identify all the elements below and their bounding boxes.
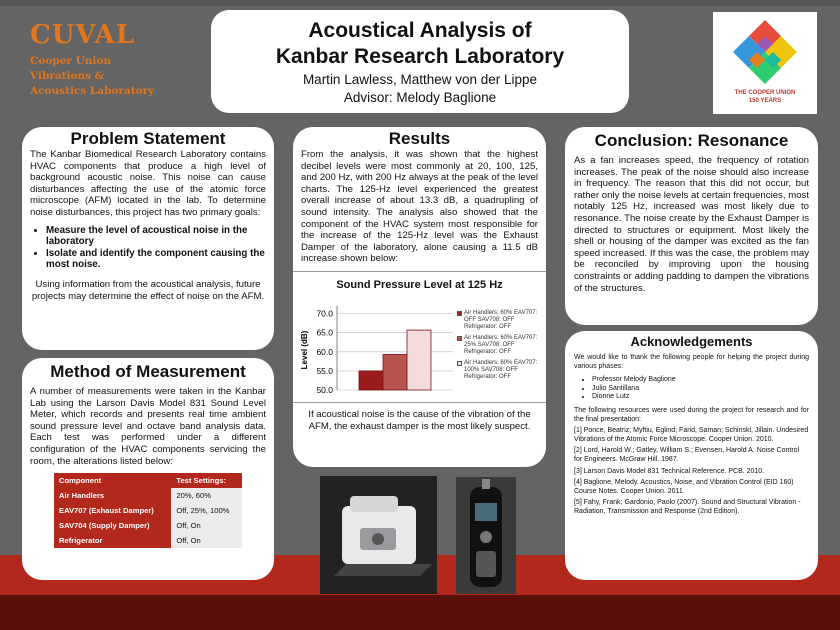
table-row: EAV707 (Exhaust Damper) Off, 25%, 100% <box>54 503 242 518</box>
chart-legend <box>457 310 545 385</box>
legend-label: Air Handlers: 60% EAV707: OFF SAV708: OFF Refrigerator: OFF <box>464 309 538 330</box>
afm-photo <box>320 476 437 594</box>
settings-table <box>54 473 242 548</box>
chart-plot <box>293 272 458 404</box>
problem-body: The Kanbar Biomedical Research Laboratory contains HVAC components that produce a high level of background acoustic noise. This noise can cause disturbances affecting the use of the atomic force microscope (AFM) located in the lab. To determine noise disturbances, this project has two primary goals: <box>30 149 266 218</box>
logo-text-2: 150 YEARS <box>748 98 782 104</box>
logo-text-1: THE COOPER UNION <box>734 90 796 96</box>
cooper-union-diamond-icon <box>731 18 799 86</box>
cooper-union-logo <box>713 12 817 114</box>
legend-item <box>457 310 545 331</box>
list-item: • Professor Melody Baglione <box>592 376 809 385</box>
results-footer: If acoustical noise is the cause of the vibration of the AFM, the exhaust damper is the most likely suspect. <box>308 408 531 432</box>
table-header-component: Component <box>54 473 171 488</box>
ack-intro: We would like to thank the following people for helping the project during various phases: <box>574 354 809 370</box>
goals-list <box>46 225 266 271</box>
y-tick-label: 65.0 <box>316 327 333 338</box>
chart-title: Sound Pressure Level at 125 Hz <box>336 278 503 291</box>
legend-swatch <box>457 311 462 316</box>
legend-item <box>457 335 545 356</box>
results-panel <box>293 127 546 467</box>
conclusion-heading: Conclusion: Resonance <box>594 131 789 150</box>
results-heading: Results <box>388 129 451 148</box>
y-tick-label: 70.0 <box>316 308 333 319</box>
legend-label: Air Handlers: 60% EAV707: 25% SAV708: OFF Refrigerator: OFF <box>464 334 538 355</box>
title-line-1: Acoustical Analysis of <box>308 19 532 42</box>
bar <box>359 371 383 390</box>
method-body: A number of measurements were taken in the Kanbar Lab using the Larson Davis Model 831 Sound Level Meter, which records and presents real time ambient sound pressure level and octave band analysis data. Each test was performed under a different configuration of the HVAC components servicing the room, the alterations listed below: <box>30 386 266 467</box>
table-row: SAV704 (Supply Damper) Off, On <box>54 518 242 533</box>
goal-item: • Measure the level of acoustical noise in the laboratory <box>46 225 266 248</box>
table-row: Air Handlers 20%, 60% <box>54 488 242 503</box>
sound-meter-photo <box>456 477 516 594</box>
legend-label: Air Handlers: 60% EAV707: 100% SAV708: OFF Refrigerator: OFF <box>464 359 538 380</box>
top-band <box>0 0 840 6</box>
y-tick-label: 55.0 <box>316 365 333 376</box>
ack-resources: The following resources were used during the project for research and for the final presentation: <box>574 406 809 423</box>
y-tick-label: 50.0 <box>316 384 333 395</box>
reference-list <box>574 427 809 516</box>
problem-footer: Using information from the acoustical analysis, future projects may determine the effect of noise on the AFM. <box>31 278 265 302</box>
method-panel <box>22 358 274 580</box>
cuval-logo <box>30 20 210 99</box>
y-tick-label: 60.0 <box>316 346 333 357</box>
goal-item: • Isolate and identify the component causing the most noise. <box>46 248 266 271</box>
results-body: From the analysis, it was shown that the highest decibel levels were most commonly at 20, 100, 125, and 200 Hz, with 200 Hz always at the peak of the level charts. The 125-Hz level experienced the greatest overall increase of about 13.3 dB, a quadrupling of sound intensity. The analysis also showed that the component of the HVAC system most responsible for the increase of the 125-Hz level was the Exhaust Damper of the laboratory, alone causing a 11.5 dB increase shown below: <box>301 149 538 265</box>
y-axis-label: Level (dB) <box>300 330 309 370</box>
table-header-settings: Test Settings: <box>171 473 242 488</box>
conclusion-panel <box>565 127 818 325</box>
reference-item: [3] Larson Davis Model 831 Technical Reference. PCB. 2010. <box>574 467 765 475</box>
list-item: • Dionne Lutz <box>592 393 809 402</box>
bar <box>383 354 407 390</box>
bottom-dark-band <box>0 595 840 630</box>
org-name: CUVAL <box>30 20 135 50</box>
reference-item: [2] Lord, Harold W.; Gatley, William S.; Evensen, Harold A. Noise Control for Engineers. McGraw Hill. 1987. <box>574 447 800 463</box>
problem-heading: Problem Statement <box>70 129 226 148</box>
spl-chart <box>293 271 546 403</box>
table-row: Refrigerator Off, On <box>54 533 242 548</box>
reference-item: [5] Fahy, Frank; Gardonio, Paolo (2007). Sound and Structural Vibration - Radiation, Transmission and Response (2nd Edition). <box>574 499 801 515</box>
legend-swatch <box>457 336 462 341</box>
org-subtitle: Cooper Union Vibrations & Acoustics Laboratory <box>30 55 155 97</box>
acknowledgements-panel <box>565 331 818 580</box>
reference-item: [1] Ponce, Beatriz; Myftiu, Eglind; Farid, Saman; Schinski, Jillain. Undesired Vibrations of the Atomic Force Microscope. Cooper Union. 2010. <box>574 427 809 443</box>
conclusion-body: As a fan increases speed, the frequency of rotation increases. The peak of the noise should also increase in frequency. The reason that this did not occur, but rather only the noise levels at certain frequencies, most notably 125 Hz, increased was most likely due to resonance. The noise create by the Exhaust Damper is directed to structures or equipment. Most likely the shell or housing of the damper was excited as the fan speed increased. If this was the case, the problem may be reconciled by improving upon the housing constraints or adding padding to dampen the vibrations of the structures. <box>574 155 809 294</box>
method-heading: Method of Measurement <box>50 362 246 381</box>
legend-swatch <box>457 361 462 366</box>
title-box <box>211 10 629 113</box>
title-line-2: Kanbar Research Laboratory <box>275 45 565 68</box>
ack-heading: Acknowledgements <box>630 334 753 349</box>
table-header-row <box>54 473 242 488</box>
authors: Martin Lawless, Matthew von der Lippe <box>302 72 538 87</box>
bar <box>407 330 431 390</box>
advisor: Advisor: Melody Baglione <box>343 90 497 105</box>
problem-statement-panel <box>22 127 274 350</box>
reference-item: [4] Baglione, Melody. Acoustics, Noise, and Vibration Control (EID 160) Course Notes. Cooper Union. 2011. <box>574 479 794 495</box>
legend-item <box>457 360 545 381</box>
list-item: • Julio Santillana <box>592 385 809 394</box>
ack-people-list <box>592 376 809 402</box>
